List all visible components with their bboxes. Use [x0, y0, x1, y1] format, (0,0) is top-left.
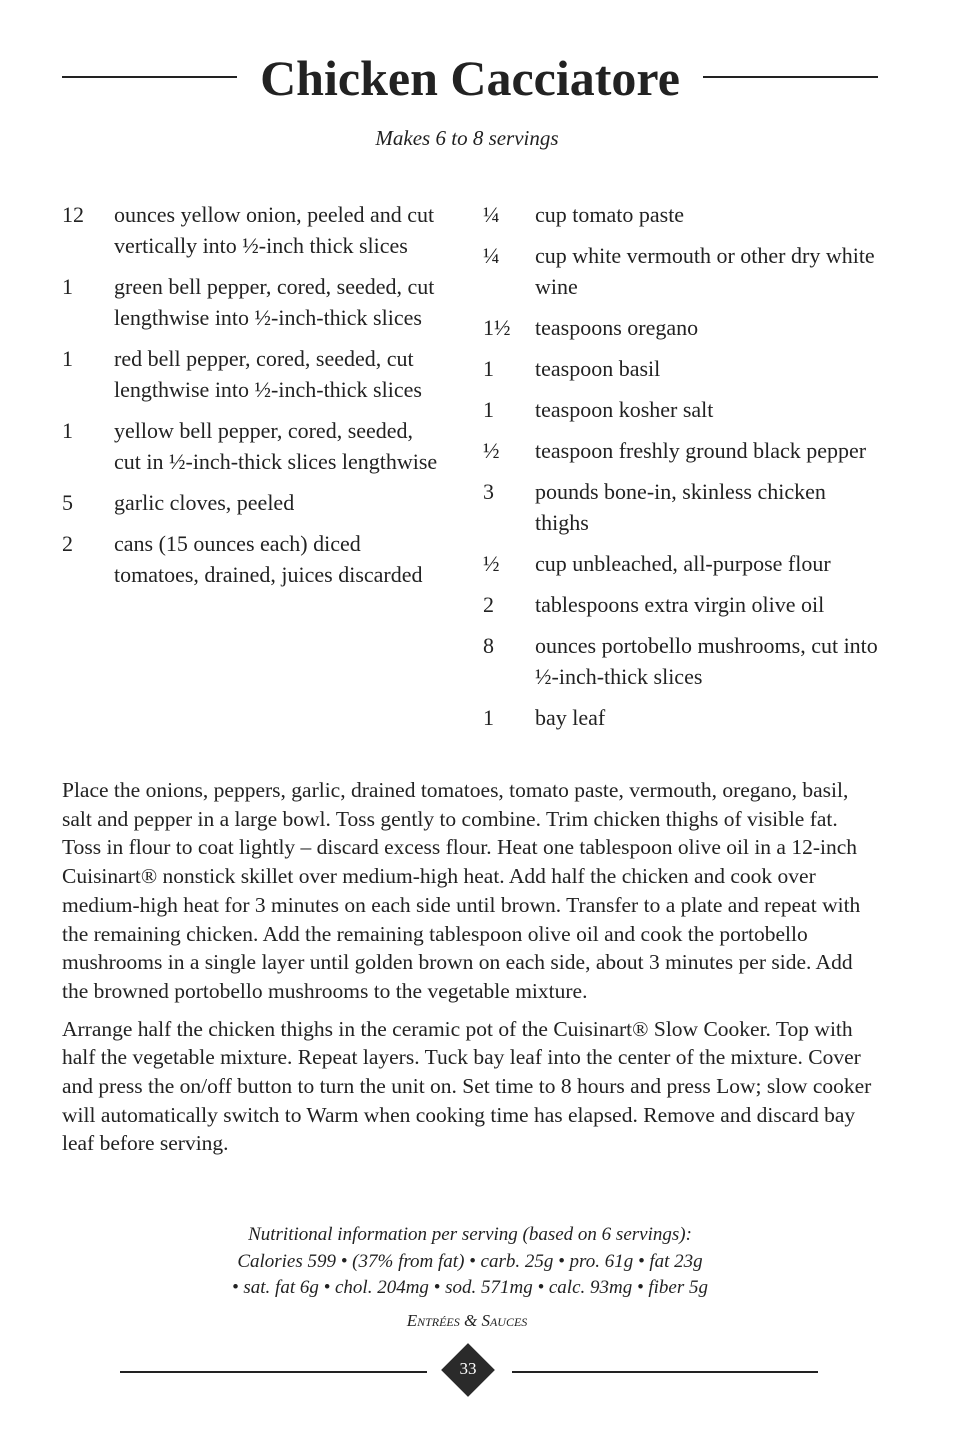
ingredient-item — [62, 343, 442, 405]
ingredient-qty: 1 — [62, 418, 73, 443]
ingredient-qty: ¼ — [483, 243, 500, 268]
ingredient-item — [483, 394, 883, 425]
ingredient-qty: ½ — [483, 438, 500, 463]
instructions — [62, 776, 878, 1167]
ingredient-text: teaspoons oregano — [535, 315, 699, 340]
ingredient-qty: 2 — [483, 592, 494, 617]
nutrition-line: Calories 599 • (37% from fat) • carb. 25g • pro. 61g • fat 23g — [237, 1250, 703, 1272]
ingredients-left-column — [62, 199, 442, 600]
ingredient-item — [483, 199, 883, 230]
ingredient-item — [62, 528, 442, 590]
ingredient-text: cup unbleached, all-purpose flour — [535, 551, 831, 576]
recipe-title: Chicken Cacciatore — [260, 50, 680, 106]
ingredient-text: red bell pepper, cored, seeded, cut lengthwise into ½-inch-thick slices — [114, 346, 422, 402]
ingredient-text: tablespoons extra virgin olive oil — [535, 592, 825, 617]
ingredient-text: pounds bone-in, skinless chicken thighs — [535, 479, 826, 535]
ingredient-item — [62, 199, 442, 261]
ingredient-item — [483, 353, 883, 384]
ingredient-qty: 5 — [62, 490, 73, 515]
ingredient-item — [62, 487, 442, 518]
ingredient-text: cans (15 ounces each) diced tomatoes, drained, juices discarded — [114, 531, 423, 587]
ingredient-item — [62, 271, 442, 333]
nutrition-info — [62, 1222, 878, 1302]
page-number: 33 — [459, 1359, 477, 1378]
ingredient-text: cup tomato paste — [535, 202, 685, 227]
ingredient-qty: ½ — [483, 551, 500, 576]
ingredient-qty: 8 — [483, 633, 494, 658]
ingredient-text: ounces portobello mushrooms, cut into ½-inch-thick slices — [535, 633, 878, 689]
ingredient-text: ounces yellow onion, peeled and cut vertically into ½-inch thick slices — [114, 202, 435, 258]
ingredients-right-column — [483, 199, 883, 743]
ingredient-text: cup white vermouth or other dry white wine — [535, 243, 875, 299]
ingredient-qty: 1 — [483, 705, 494, 730]
instruction-paragraph: Arrange half the chicken thighs in the ceramic pot of the Cuisinart® Slow Cooker. Top with half the vegetable mixture. Repeat layers. Tuck bay leaf into the center of the mixture. Cover and press the on/off button to turn the unit on. Set time to 8 hours and press Low; slow cooker will automatically switch to Warm when cooking time has elapsed. Remove and discard bay leaf before serving. — [62, 1016, 872, 1156]
ingredient-qty: 1 — [62, 274, 73, 299]
ingredient-qty: 1½ — [483, 315, 511, 340]
ingredient-item — [62, 415, 442, 477]
title-rule-right — [703, 76, 878, 78]
ingredient-text: bay leaf — [535, 705, 606, 730]
ingredient-item — [483, 702, 883, 733]
nutrition-line: • sat. fat 6g • chol. 204mg • sod. 571mg • calc. 93mg • fiber 5g — [231, 1277, 709, 1298]
servings-subtitle: Makes 6 to 8 servings — [375, 126, 559, 150]
ingredient-qty: 12 — [62, 202, 84, 227]
ingredient-item — [483, 589, 883, 620]
ingredient-qty: 1 — [62, 346, 73, 371]
ingredient-qty: 2 — [62, 531, 73, 556]
ingredient-text: teaspoon basil — [535, 356, 661, 381]
ingredient-item — [483, 630, 883, 692]
ingredient-item — [483, 476, 883, 538]
ingredient-qty: 1 — [483, 397, 494, 422]
ingredient-item — [483, 240, 883, 302]
ingredient-item — [483, 435, 883, 466]
ingredient-qty: 1 — [483, 356, 494, 381]
ingredient-text: yellow bell pepper, cored, seeded, cut in ½-inch-thick slices lengthwise — [114, 418, 438, 474]
footer-rule-left — [120, 1371, 427, 1373]
footer-rule-right — [512, 1371, 818, 1373]
ingredient-text: teaspoon kosher salt — [535, 397, 714, 422]
ingredient-text: garlic cloves, peeled — [114, 490, 295, 515]
section-label: Entrées & Sauces — [406, 1311, 528, 1330]
title-row — [62, 48, 878, 108]
ingredient-text: teaspoon freshly ground black pepper — [535, 438, 867, 463]
ingredient-item — [483, 312, 883, 343]
ingredient-text: green bell pepper, cored, seeded, cut lengthwise into ½-inch-thick slices — [114, 274, 435, 330]
instruction-paragraph: Place the onions, peppers, garlic, drained tomatoes, tomato paste, vermouth, oregano, basil, salt and pepper in a large bowl. Toss gently to combine. Trim chicken thighs of visible fat. Toss in flour to coat lightly – discard excess flour. Heat one tablespoon olive oil in a 12-inch Cuisinart® nonstick skillet over medium-high heat. Add half the chicken and cook over medium-high heat for 3 minutes on each side until brown. Transfer to a plate and repeat with the remaining chicken. Add the remaining tablespoon olive oil and cook the portobello mushrooms in a single layer until golden brown on each side, about 3 minutes per side. Add the browned portobello mushrooms to the vegetable mixture. — [62, 778, 861, 1003]
ingredient-qty: 3 — [483, 479, 494, 504]
ingredient-qty: ¼ — [483, 202, 500, 227]
nutrition-line: Nutritional information per serving (based on 6 servings): — [248, 1224, 692, 1245]
ingredient-item — [483, 548, 883, 579]
